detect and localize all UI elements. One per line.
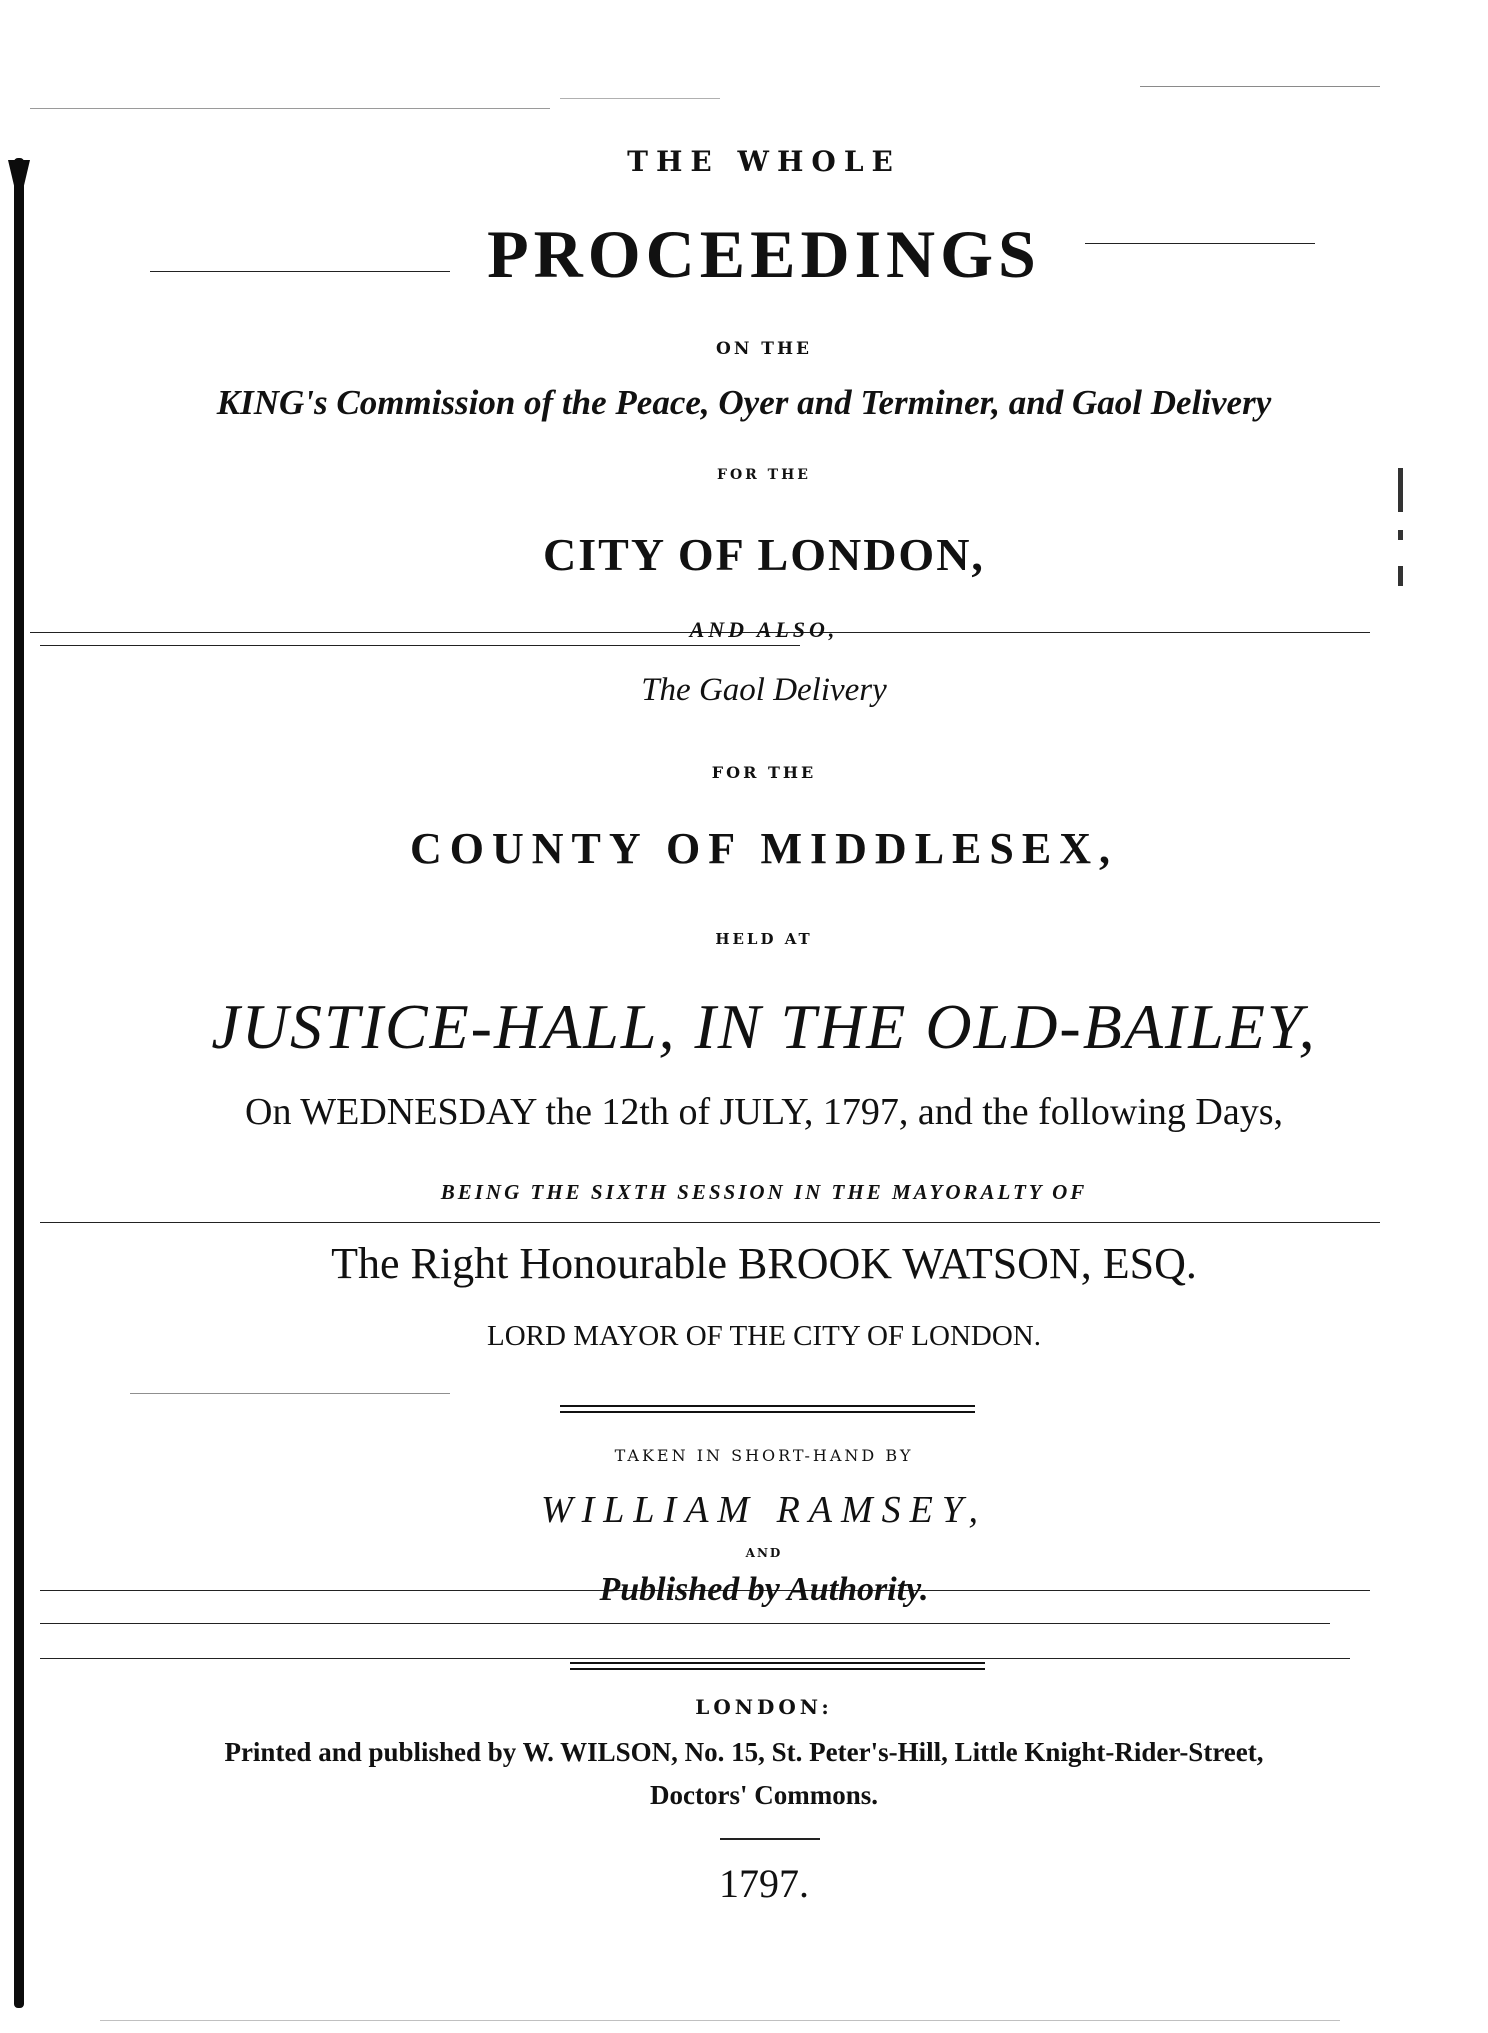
- for-the-label: FOR THE: [717, 467, 811, 483]
- short-rule-year: [720, 1838, 820, 1840]
- imprint-year: 1797.: [719, 1861, 809, 1906]
- scan-noise: [100, 2020, 1340, 2021]
- rule-mayoralty: [40, 1222, 1380, 1223]
- scan-noise: [130, 1393, 450, 1394]
- scan-noise: [560, 98, 720, 99]
- session-date-line: On WEDNESDAY the 12th of JULY, 1797, and the following Days,: [245, 1091, 1283, 1133]
- on-the-label: ON THE: [716, 339, 812, 359]
- rule-published-lower: [40, 1623, 1330, 1624]
- and-label: AND: [745, 1546, 783, 1560]
- reporter-name: WILLIAM RAMSEY,: [540, 1489, 988, 1531]
- imprint-printer-line: Printed and published by W. WILSON, No. 15, St. Peter's-Hill, Little Knight-Rider-Street,: [224, 1737, 1264, 1767]
- binding-notch: [8, 160, 30, 188]
- double-rule-2: [570, 1662, 985, 1670]
- session-mayoralty-line: BEING THE SIXTH SESSION IN THE MAYORALTY OF: [440, 1180, 1088, 1204]
- shorthand-line: TAKEN IN SHORT-HAND BY: [614, 1446, 914, 1465]
- held-at-label: HELD AT: [715, 930, 813, 948]
- county-line: COUNTY OF MIDDLESEX,: [409, 824, 1118, 873]
- imprint-place: LONDON:: [695, 1695, 833, 1719]
- rule-across-and-also-lower: [40, 645, 800, 646]
- city-line: CITY OF LONDON,: [543, 529, 985, 580]
- for-the-label-2: FOR THE: [711, 763, 817, 782]
- justice-hall-line: JUSTICE-HALL, IN THE OLD-BAILEY,: [211, 991, 1317, 1062]
- rule-before-imprint: [40, 1658, 1350, 1659]
- lord-mayor-name-line: The Right Honourable BROOK WATSON, ESQ.: [331, 1239, 1197, 1288]
- binding-edge: [14, 158, 24, 2008]
- imprint-address-line: Doctors' Commons.: [650, 1780, 878, 1810]
- lord-mayor-title-line: LORD MAYOR OF THE CITY OF LONDON.: [487, 1320, 1041, 1352]
- heading-small: THE WHOLE: [627, 145, 901, 178]
- scan-noise: [30, 108, 550, 109]
- scan-noise: [1140, 86, 1380, 87]
- heading-main: PROCEEDINGS: [487, 216, 1041, 292]
- commission-line: KING's Commission of the Peace, Oyer and Terminer, and Gaol Delivery: [216, 383, 1272, 422]
- double-rule-1: [560, 1405, 975, 1413]
- published-by-authority: Published by Authority.: [599, 1571, 929, 1608]
- gaol-delivery-line: The Gaol Delivery: [641, 672, 887, 708]
- and-also-line: AND ALSO,: [689, 617, 839, 642]
